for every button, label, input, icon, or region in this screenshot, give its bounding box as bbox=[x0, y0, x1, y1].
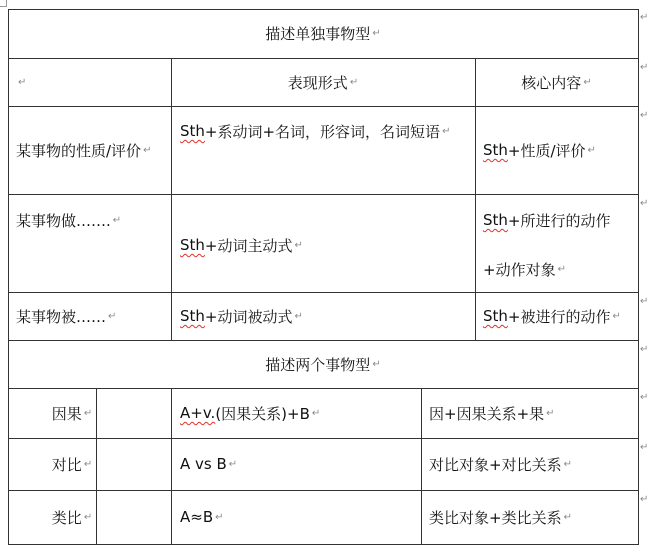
core-text: +所进行的动作 bbox=[507, 211, 611, 230]
paragraph-mark: ↵ bbox=[372, 28, 381, 39]
row-label: 某事物被…… bbox=[16, 307, 107, 326]
row-label-cell bbox=[8, 106, 171, 194]
row-end-mark: ↵ bbox=[640, 62, 649, 73]
header-core-cell bbox=[475, 58, 638, 106]
paragraph-mark: ↵ bbox=[349, 76, 359, 88]
paragraph-mark: ↵ bbox=[372, 358, 381, 370]
section1-title-cell bbox=[8, 9, 638, 58]
paragraph-mark: ↵ bbox=[294, 239, 303, 251]
row-label: 对比 bbox=[51, 455, 82, 474]
row-core-cell bbox=[421, 388, 638, 438]
form-sth: Sth bbox=[180, 122, 205, 140]
paragraph-mark: ↵ bbox=[311, 407, 321, 419]
paragraph-mark: ↵ bbox=[557, 263, 566, 275]
core-text: +性质/评价 bbox=[507, 141, 586, 160]
row-label: 某事物的性质/评价 bbox=[16, 141, 142, 160]
header-blank-cell bbox=[8, 58, 171, 106]
paragraph-mark: ↵ bbox=[583, 76, 592, 88]
table-rule bbox=[8, 544, 638, 545]
core-text: 类比对象+类比关系 bbox=[429, 508, 562, 527]
paragraph-mark: ↵ bbox=[587, 144, 596, 156]
row-form-cell bbox=[171, 388, 421, 438]
form-text: A≈B bbox=[180, 508, 214, 526]
row-end-mark: ↵ bbox=[640, 110, 649, 121]
row-core-cell-line1 bbox=[475, 196, 638, 244]
core-text: +被进行的动作 bbox=[507, 307, 611, 326]
form-a: A+v. bbox=[180, 404, 216, 422]
paragraph-mark: ↵ bbox=[83, 407, 93, 419]
row-form-cell bbox=[171, 490, 421, 544]
row-label-cell bbox=[8, 292, 171, 340]
row-core-cell bbox=[475, 292, 638, 340]
core-sth: Sth bbox=[483, 211, 508, 229]
form-text: A vs B bbox=[180, 455, 227, 473]
paragraph-mark: ↵ bbox=[18, 76, 27, 88]
form-sth: Sth bbox=[180, 236, 205, 254]
core-text: +动作对象 bbox=[483, 260, 556, 279]
row-core-cell bbox=[421, 490, 638, 544]
form-sth: Sth bbox=[180, 307, 205, 325]
row-core-cell-line2 bbox=[475, 246, 638, 292]
row-end-mark: ↵ bbox=[640, 392, 649, 403]
paragraph-mark: ↵ bbox=[112, 214, 122, 226]
row-label: 类比 bbox=[51, 508, 82, 527]
paragraph-mark: ↵ bbox=[612, 310, 621, 322]
row-end-mark: ↵ bbox=[640, 494, 649, 505]
row-form-cell bbox=[171, 106, 475, 156]
row-core-cell bbox=[421, 438, 638, 490]
form-text: (因果关系)+B bbox=[215, 404, 310, 423]
form-text: +动词被动式 bbox=[204, 307, 293, 326]
core-text: 对比对象+对比关系 bbox=[429, 455, 562, 474]
paragraph-mark: ↵ bbox=[143, 144, 152, 156]
core-sth: Sth bbox=[483, 307, 508, 325]
paragraph-mark: ↵ bbox=[108, 310, 117, 322]
form-text: +系动词+名词，形容词，名词短语 bbox=[204, 122, 441, 141]
row-label-cell bbox=[8, 196, 171, 244]
row-core-cell bbox=[475, 106, 638, 194]
core-sth: Sth bbox=[483, 141, 508, 159]
row-label-cell bbox=[8, 438, 136, 490]
paragraph-mark: ↵ bbox=[228, 458, 238, 470]
section2-title: 描述两个事物型 bbox=[265, 355, 371, 374]
row-form-cell bbox=[171, 292, 475, 340]
paragraph-mark: ↵ bbox=[215, 511, 224, 523]
form-text: +动词主动式 bbox=[204, 236, 293, 255]
paragraph-mark: ↵ bbox=[546, 407, 555, 419]
paragraph-mark: ↵ bbox=[83, 458, 93, 470]
section1-title: 描述单独事物型 bbox=[265, 25, 371, 43]
row-end-mark: ↵ bbox=[640, 198, 649, 209]
row-form-cell bbox=[171, 438, 421, 490]
section2-title-cell bbox=[8, 340, 638, 388]
paragraph-mark: ↵ bbox=[442, 125, 451, 137]
table-rule bbox=[8, 194, 638, 195]
row-end-mark: ↵ bbox=[640, 12, 649, 23]
paragraph-mark: ↵ bbox=[563, 458, 572, 470]
row-end-mark: ↵ bbox=[640, 442, 649, 453]
row-label-cell bbox=[8, 490, 136, 544]
row-label-cell bbox=[8, 388, 136, 438]
header-core: 核心内容 bbox=[521, 73, 582, 92]
row-label: 某事物做……. bbox=[16, 211, 111, 230]
paragraph-mark: ↵ bbox=[563, 511, 572, 523]
core-text: 因+因果关系+果 bbox=[429, 404, 545, 423]
header-form: 表现形式 bbox=[287, 73, 348, 92]
row-end-mark: ↵ bbox=[640, 296, 649, 307]
row-label: 因果 bbox=[51, 404, 82, 423]
table-rule bbox=[638, 9, 639, 545]
paragraph-mark: ↵ bbox=[83, 511, 93, 523]
row-form-cell bbox=[171, 222, 475, 268]
header-form-cell bbox=[171, 58, 475, 106]
page-corner-mark bbox=[0, 0, 7, 7]
paragraph-mark: ↵ bbox=[294, 310, 303, 322]
row-end-mark: ↵ bbox=[640, 344, 649, 355]
